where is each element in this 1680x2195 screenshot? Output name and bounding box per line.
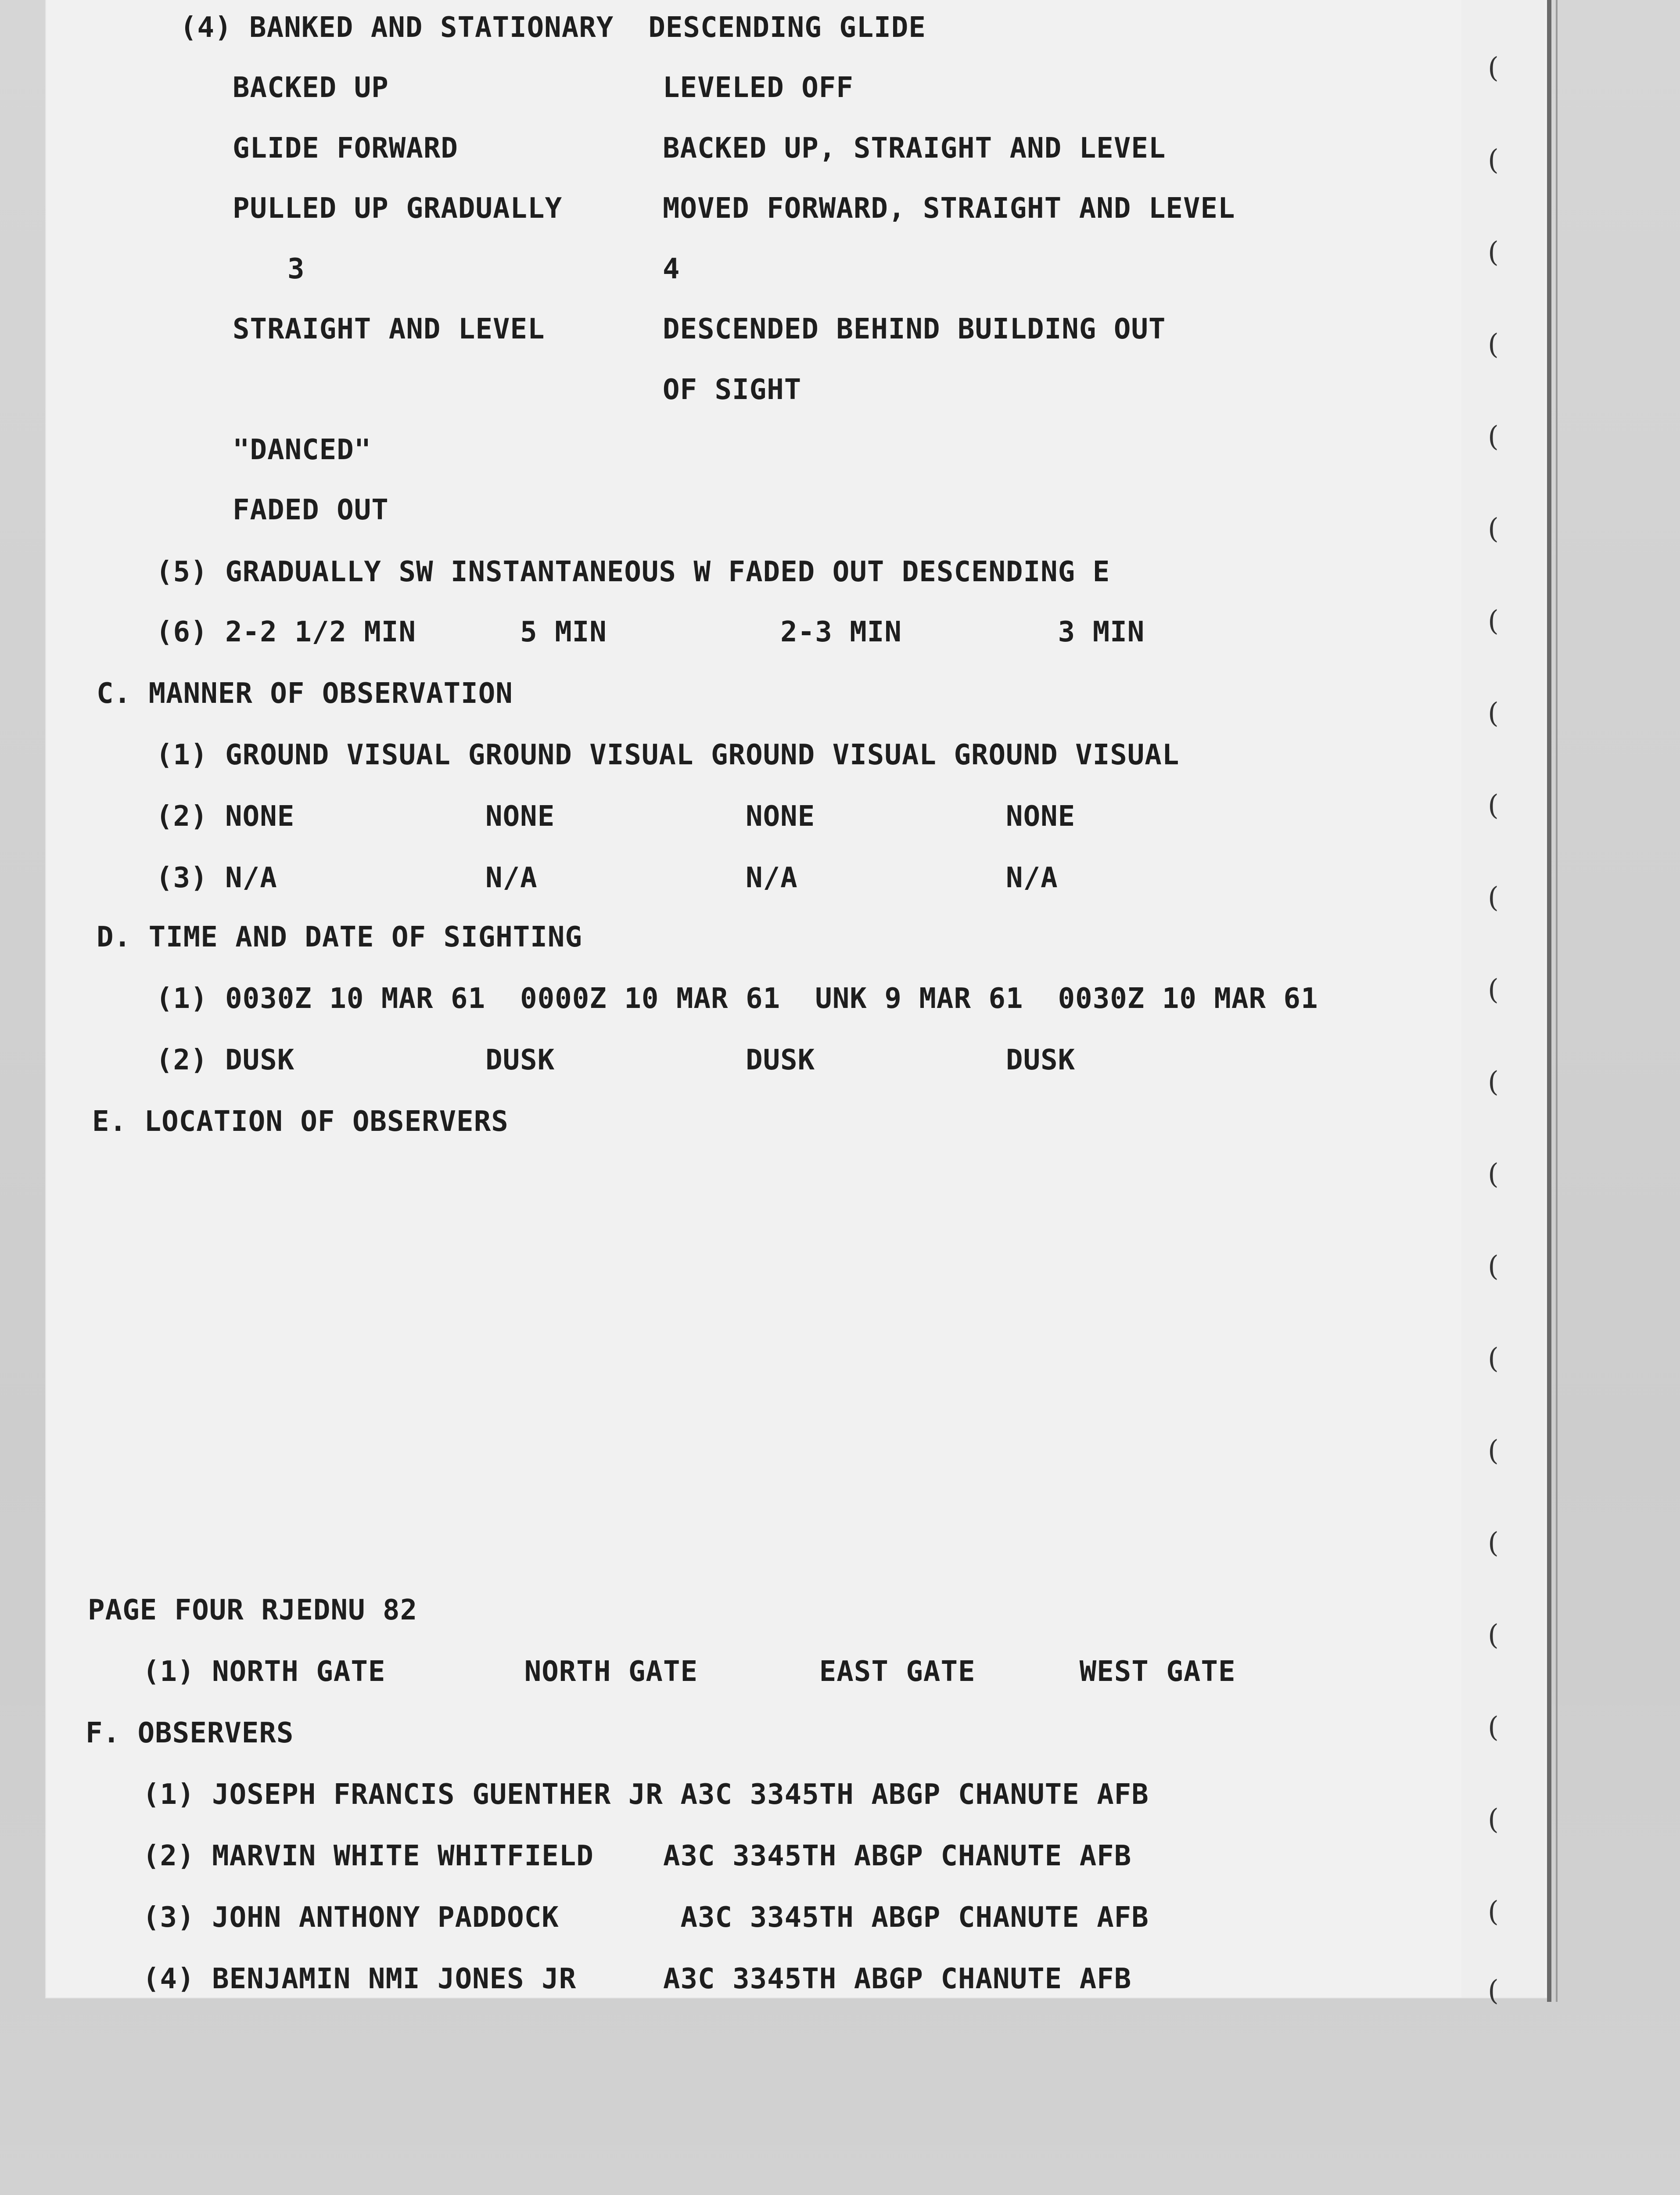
document-line: (1) GROUND VISUAL GROUND VISUAL GROUND VISUAL GROUND VISUAL	[156, 739, 1180, 771]
feed-hole: (	[1488, 697, 1499, 730]
document-line: E. LOCATION OF OBSERVERS	[92, 1105, 509, 1138]
document-line: GLIDE FORWARD	[233, 132, 458, 165]
feed-hole: (	[1488, 1066, 1499, 1098]
document-line: MOVED FORWARD, STRAIGHT AND LEVEL	[663, 192, 1235, 225]
document-line: D. TIME AND DATE OF SIGHTING	[97, 921, 582, 954]
feed-hole: (	[1488, 1250, 1499, 1283]
feed-hole: (	[1488, 1527, 1499, 1559]
feed-hole: (	[1488, 882, 1499, 914]
document-line: DESCENDED BEHIND BUILDING OUT	[663, 313, 1166, 345]
document-line: PAGE FOUR RJEDNU 82	[88, 1594, 418, 1626]
paper-edge-shadow	[1556, 0, 1558, 2002]
document-line: OF SIGHT	[663, 374, 802, 406]
document-line: (2) NONE NONE NONE NONE	[156, 800, 1076, 833]
feed-hole: (	[1488, 1158, 1499, 1191]
document-line: 3	[287, 253, 305, 285]
document-line: (4) BENJAMIN NMI JONES JR A3C 3345TH ABGP CHANUTE AFB	[143, 1963, 1132, 1995]
document-line: (1) NORTH GATE NORTH GATE EAST GATE WEST GATE	[143, 1655, 1236, 1688]
document-line: (6) 2-2 1/2 MIN 5 MIN 2-3 MIN 3 MIN	[156, 616, 1145, 648]
document-line: FADED OUT	[233, 494, 389, 526]
document-line: (1) 0030Z 10 MAR 61 0000Z 10 MAR 61 UNK 9 MAR 61 0030Z 10 MAR 61	[156, 982, 1318, 1015]
feed-hole: (	[1488, 144, 1499, 176]
feed-hole: (	[1488, 1975, 1499, 2007]
feed-hole: (	[1488, 974, 1499, 1006]
feed-hole: (	[1488, 52, 1499, 84]
feed-hole: (	[1488, 236, 1499, 269]
document-line: (4) BANKED AND STATIONARY DESCENDING GLIDE	[180, 11, 926, 44]
feed-hole: (	[1488, 789, 1499, 822]
feed-hole: (	[1488, 1435, 1499, 1467]
document-line: BACKED UP, STRAIGHT AND LEVEL	[663, 132, 1166, 165]
document-line: PULLED UP GRADUALLY	[233, 192, 563, 225]
document-line: BACKED UP	[233, 72, 389, 104]
document-line: (2) MARVIN WHITE WHITFIELD A3C 3345TH ABGP CHANUTE AFB	[143, 1840, 1132, 1872]
document-line: (5) GRADUALLY SW INSTANTANEOUS W FADED OUT DESCENDING E	[156, 556, 1110, 588]
document-line: "DANCED"	[233, 434, 372, 466]
feed-hole: (	[1488, 1619, 1499, 1652]
document-line: (1) JOSEPH FRANCIS GUENTHER JR A3C 3345TH ABGP CHANUTE AFB	[143, 1778, 1149, 1811]
document-line: (3) JOHN ANTHONY PADDOCK A3C 3345TH ABGP CHANUTE AFB	[143, 1901, 1149, 1934]
document-line: 4	[663, 253, 680, 285]
feed-hole: (	[1488, 328, 1499, 361]
document-line: F. OBSERVERS	[86, 1717, 294, 1749]
tractor-feed-strip	[1461, 0, 1545, 1997]
document-line: C. MANNER OF OBSERVATION	[97, 677, 513, 710]
feed-hole: (	[1488, 1711, 1499, 1744]
document-line: STRAIGHT AND LEVEL	[233, 313, 545, 345]
paper-edge	[1547, 0, 1551, 2002]
feed-hole: (	[1488, 1896, 1499, 1928]
document-line: (2) DUSK DUSK DUSK DUSK	[156, 1044, 1076, 1076]
document-line: (3) N/A N/A N/A N/A	[156, 862, 1058, 894]
feed-hole: (	[1488, 605, 1499, 637]
feed-hole: (	[1488, 421, 1499, 453]
document-line: LEVELED OFF	[663, 72, 854, 104]
feed-hole: (	[1488, 1803, 1499, 1836]
feed-hole: (	[1488, 1342, 1499, 1375]
feed-hole: (	[1488, 513, 1499, 545]
